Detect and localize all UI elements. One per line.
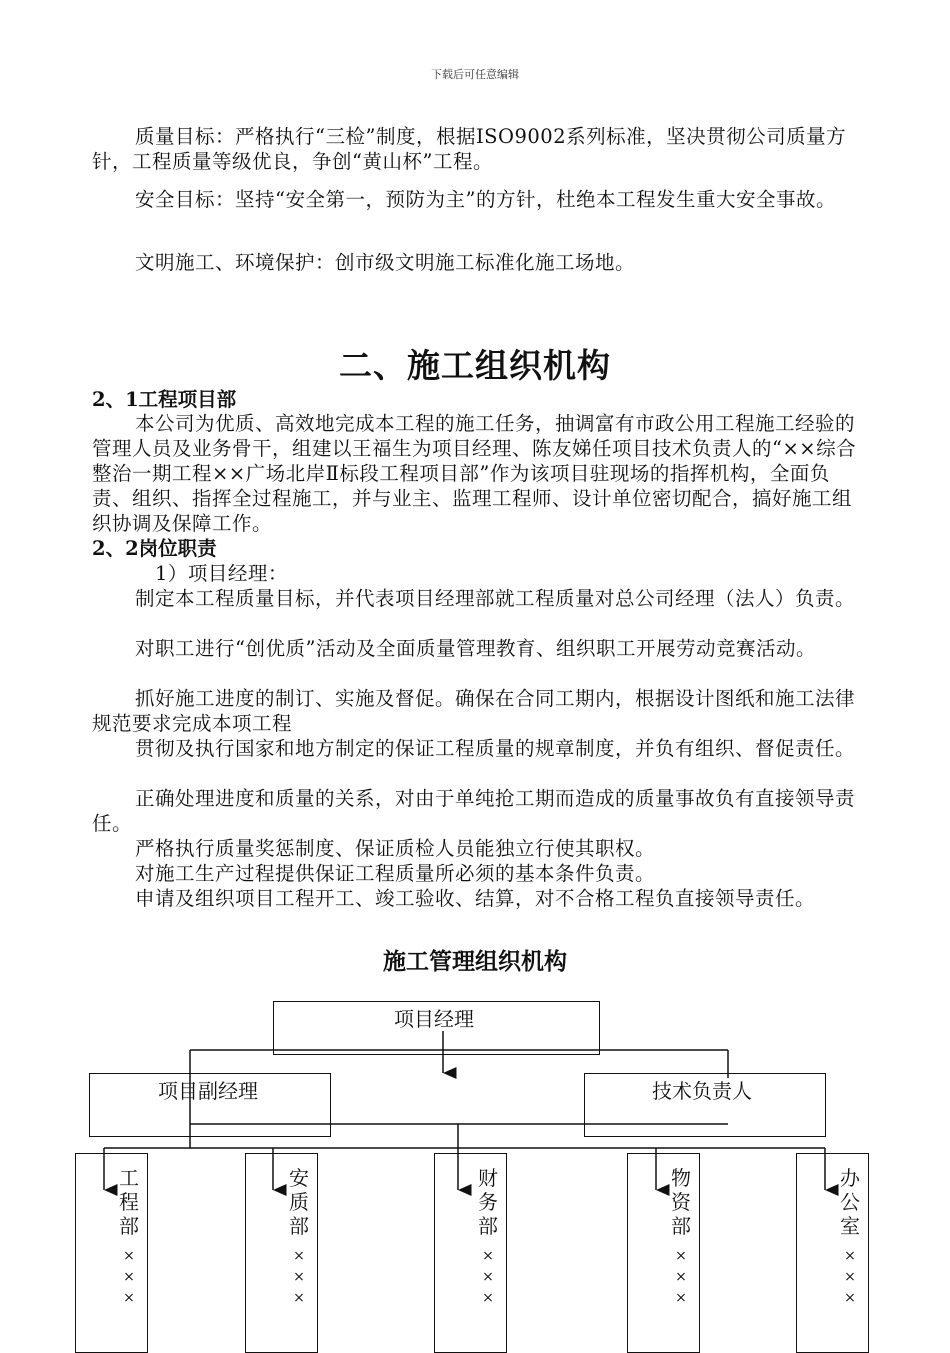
dept-sub-safety-quality: × × ×: [293, 1248, 305, 1306]
subsection-heading-2: 2、2岗位职责: [92, 537, 217, 560]
section-title: 二、施工组织机构: [339, 346, 611, 385]
duty-item: 正确处理进度和质量的关系，对由于单纯抢工期而造成的质量事故负有直接领导责任。: [92, 787, 856, 835]
dept-sub-engineering: × × ×: [123, 1248, 135, 1306]
duty-item: 制定本工程质量目标，并代表项目经理部就工程质量对总公司经理（法人）负责。: [135, 587, 856, 610]
duty-item: 贯彻及执行国家和地方制定的保证工程质量的规章制度，并负有组织、督促责任。: [135, 737, 856, 760]
duty-item: 抓好施工进度的制订、实施及督促。确保在合同工期内，根据设计图纸和施工法律规范要求完成本项工程: [92, 687, 856, 735]
subsection-heading-1: 2、1工程项目部: [92, 388, 237, 411]
duty-item: 申请及组织项目工程开工、竣工验收、结算，对不合格工程负直接领导责任。: [135, 887, 816, 910]
safety-goal: 安全目标：坚持“安全第一，预防为主”的方针，杜绝本工程发生重大安全事故。: [135, 188, 836, 211]
civilization-goal: 文明施工、环境保护：创市级文明施工标准化施工场地。: [135, 251, 636, 274]
page-header: 下载后可任意编辑: [431, 68, 519, 81]
dept-label-engineering: 工 程 部: [119, 1166, 139, 1238]
duty-item: 对职工进行“创优质”活动及全面质量管理教育、组织职工开展劳动竞赛活动。: [135, 637, 816, 660]
dept-sub-materials: × × ×: [675, 1248, 687, 1306]
dept-label-materials: 物 资 部: [671, 1166, 691, 1238]
dept-sub-finance: × × ×: [482, 1248, 494, 1306]
dept-sub-office: × × ×: [844, 1248, 856, 1306]
tech-lead-label: 技术负责人: [652, 1079, 752, 1103]
deputy-manager-label: 项目副经理: [158, 1079, 258, 1103]
project-dept-body: 本公司为优质、高效地完成本工程的施工任务，抽调富有市政公用工程施工经验的管理人员及业务骨干，组建以王福生为项目经理、陈友娣任项目技术负责人的“××综合整治一期工程××广场北岸Ⅱ标段工程项目部”作为该项目驻现场的指挥机构，全面负责、组织、指挥全过程施工，并与业主、监理工程师、设计单位密切配合，搞好施工组织协调及保障工作。: [92, 412, 857, 535]
dept-label-safety-quality: 安 质 部: [289, 1166, 309, 1238]
duty-item: 严格执行质量奖惩制度、保证质检人员能独立行使其职权。: [135, 837, 656, 860]
project-manager-label: 项目经理: [394, 1007, 474, 1031]
dept-label-office: 办 公 室: [840, 1166, 860, 1238]
duty-item: 对施工生产过程提供保证工程质量所必须的基本条件负责。: [135, 862, 656, 885]
item-title: 1）项目经理：: [155, 562, 288, 585]
dept-label-finance: 财 务 部: [478, 1166, 498, 1238]
quality-goal: 质量目标：严格执行“三检”制度，根据ISO9002系列标准，坚决贯彻公司质量方针，工程质量等级优良，争创“黄山杯”工程。: [92, 125, 847, 173]
org-chart-title: 施工管理组织机构: [383, 948, 567, 975]
